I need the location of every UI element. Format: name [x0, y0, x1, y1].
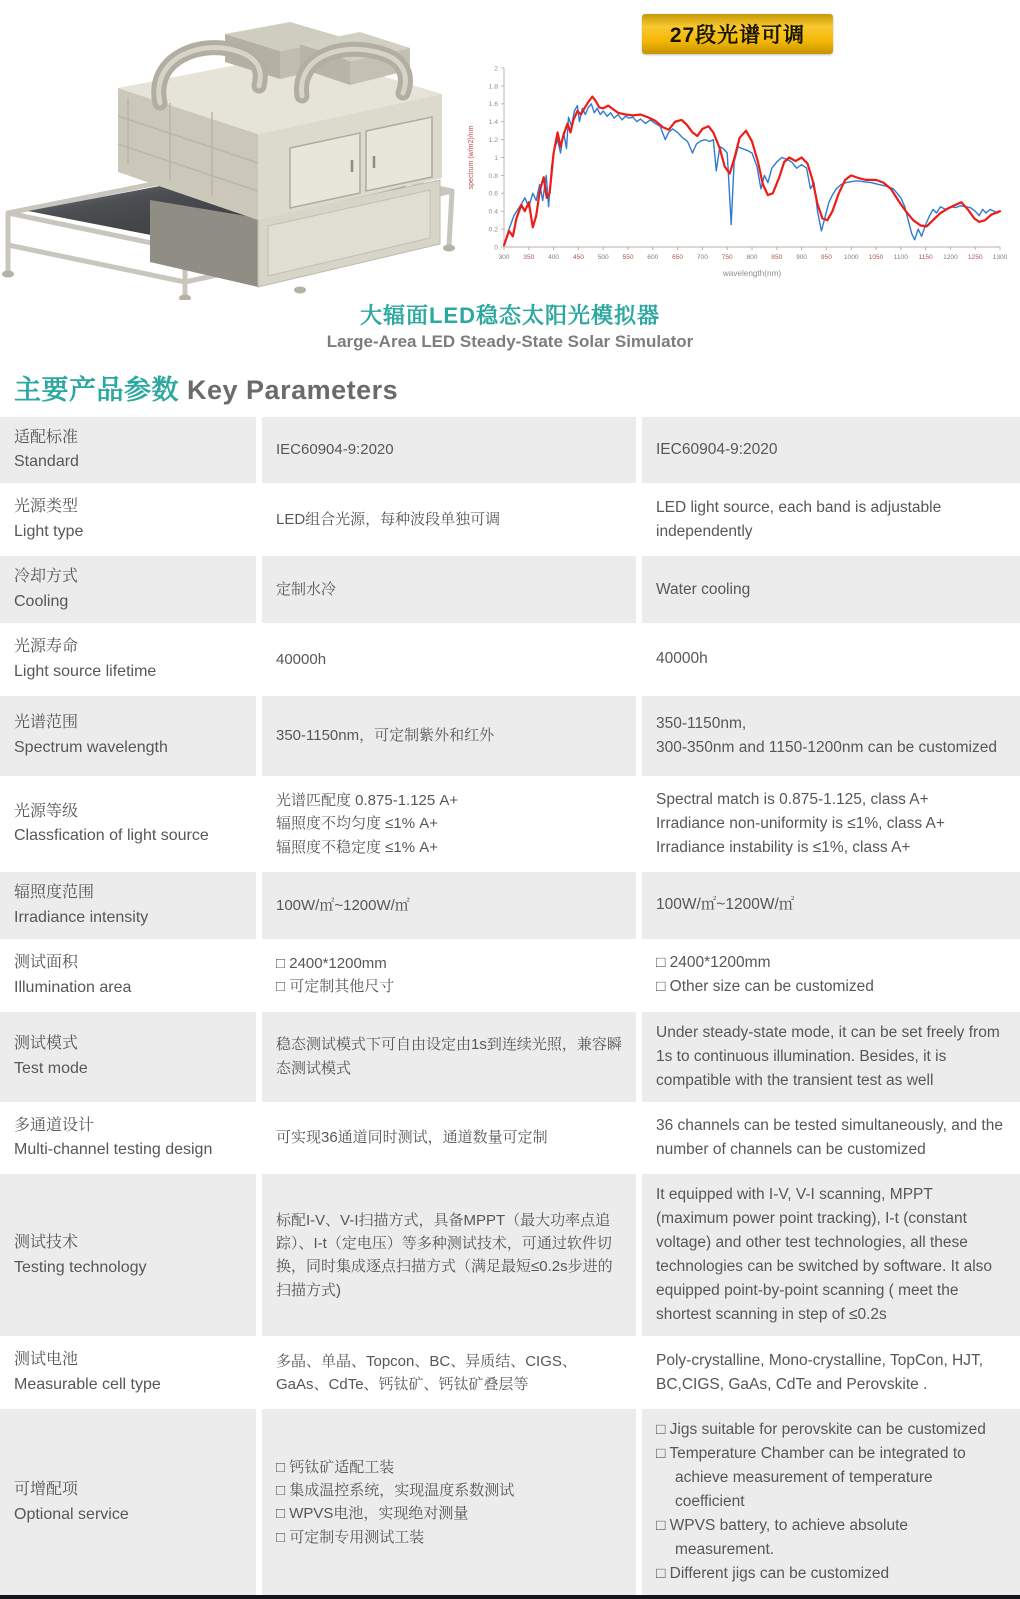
svg-text:0: 0 [493, 244, 498, 252]
spec-label-zh: 光源寿命 [14, 638, 79, 656]
spec-label-en: Classfication of light source [14, 827, 209, 845]
spec-label-en: Optional service [14, 1505, 129, 1523]
spec-value-cn [262, 942, 636, 1009]
spec-label [0, 779, 256, 869]
svg-text:450: 450 [572, 254, 584, 261]
spec-value-en-text: 350-1150nm, 300-350nm and 1150-1200nm can be customized [656, 714, 997, 756]
spec-value-en-text: Under steady-state mode, it can be set freely from 1s to continuous illumination. Besides, it is compatible with the transient test as well [656, 1023, 1000, 1089]
spec-label [0, 486, 256, 553]
spec-value-cn [262, 417, 636, 484]
spec-value-en [642, 1012, 1020, 1102]
spec-value-cn-text: □ 2400*1200mm □ 可定制其他尺寸 [276, 954, 395, 996]
spec-label-zh: 适配标准 [14, 428, 79, 446]
spec-label-zh: 测试电池 [14, 1351, 79, 1369]
svg-text:1000: 1000 [843, 254, 859, 261]
section-header [14, 368, 1020, 407]
spec-label [0, 626, 256, 693]
svg-text:1.4: 1.4 [488, 119, 498, 127]
section-title-zh: 主要产品参数 [14, 374, 179, 405]
spec-label-en: Light source lifetime [14, 662, 157, 680]
spec-label [0, 1409, 256, 1595]
spec-value-cn-text: 350-1150nm，可定制紫外和红外 [276, 727, 495, 745]
spec-value-en [642, 872, 1020, 939]
spec-value-en-text: LED light source, each band is adjustable independently [656, 498, 942, 540]
product-title-block [0, 302, 1020, 353]
spec-label-en: Measurable cell type [14, 1376, 161, 1394]
svg-text:1.2: 1.2 [488, 137, 498, 144]
spec-label-en: Illumination area [14, 978, 132, 996]
spec-label-en: Standard [14, 453, 79, 471]
spec-label-en: Light type [14, 523, 84, 541]
spec-row-illumination-area [0, 942, 1020, 1009]
machine-render-image [0, 0, 455, 300]
spec-value-cn-text: 多晶、单晶、Topcon、BC、异质结、CIGS、GaAs、CdTe、钙钛矿、钙钛矿叠层等 [276, 1352, 577, 1393]
svg-text:0.2: 0.2 [488, 226, 498, 234]
spec-label-zh: 光谱范围 [14, 714, 79, 732]
svg-text:0.8: 0.8 [488, 172, 498, 180]
spec-value-cn-text: □ 钙钛矿适配工装 □ 集成温控系统，实现温度系数测试 □ WPVS电池，实现绝对测量 □ 可定制专用测试工装 [276, 1458, 515, 1546]
spec-label-en: Testing technology [14, 1258, 147, 1276]
spec-label [0, 1105, 256, 1172]
spec-label-zh: 光源等级 [14, 802, 79, 820]
spec-value-cn [262, 626, 636, 693]
spec-value-cn-text: 标配I-V、V-I扫描方式，具备MPPT（最大功率点追踪）、I-t（定电压）等多种测试技术，可通过软件切换，同时集成逐点扫描方式（满足最短≤0.2s步进的扫描方式) [276, 1211, 613, 1299]
spectrum-chart [462, 58, 1014, 283]
spec-value-en-text: 100W/㎡~1200W/㎡ [656, 896, 795, 914]
spec-row-light-type [0, 486, 1020, 553]
spec-value-en [642, 417, 1020, 484]
spec-label-zh: 测试模式 [14, 1035, 79, 1053]
spec-value-en [642, 626, 1020, 693]
spec-value-cn [262, 486, 636, 553]
spec-value-en-text: 36 channels can be tested simultaneously, and the number of channels can be customized [656, 1116, 1003, 1158]
spec-value-cn [262, 1339, 636, 1406]
spec-value-cn-text: 可实现36通道同时测试，通道数量可定制 [276, 1129, 548, 1147]
hero-section [0, 0, 1020, 300]
spec-label-zh: 冷却方式 [14, 568, 79, 586]
svg-text:650: 650 [671, 254, 683, 261]
svg-text:2: 2 [493, 65, 498, 73]
svg-text:1: 1 [493, 154, 498, 162]
spec-label-en: Irradiance intensity [14, 908, 149, 926]
spec-label [0, 417, 256, 484]
spec-label [0, 1339, 256, 1406]
section-title-en: Key Parameters [187, 374, 399, 405]
spectrum-badge: 27段光谱可调 [642, 14, 833, 54]
spec-value-cn-text: IEC60904-9:2020 [276, 441, 394, 459]
spec-value-en-text: Poly-crystalline, Mono-crystalline, TopCon, HJT, BC,CIGS, GaAs, CdTe and Perovskite . [656, 1351, 984, 1393]
spec-value-en-text: □ Jigs suitable for perovskite can be customized □ Temperature Chamber can be integrated to achieve measurement of temperature coefficient □ WPVS battery, to achieve absolute measurement. □ Different jigs can be customized [656, 1421, 986, 1583]
svg-text:850: 850 [770, 254, 782, 261]
svg-text:1050: 1050 [868, 254, 883, 261]
spec-label [0, 1174, 256, 1336]
spec-row-test-mode [0, 1012, 1020, 1102]
spec-row-cooling [0, 556, 1020, 623]
spec-label [0, 872, 256, 939]
spec-label-zh: 测试面积 [14, 953, 79, 971]
product-title-zh: 大辐面LED稳态太阳光模拟器 [359, 303, 660, 328]
spec-value-en [642, 1105, 1020, 1172]
spec-label-en: Multi-channel testing design [14, 1141, 213, 1159]
svg-text:1300: 1300 [992, 254, 1007, 261]
spec-label-zh: 多通道设计 [14, 1116, 95, 1134]
spec-value-en [642, 556, 1020, 623]
machine-illustration [0, 0, 455, 300]
spec-value-en [642, 486, 1020, 553]
spec-label-zh: 可增配项 [14, 1480, 79, 1498]
svg-text:1200: 1200 [942, 254, 958, 261]
spec-value-cn-text: 定制水冷 [276, 581, 337, 599]
svg-text:300: 300 [497, 254, 510, 261]
spec-value-cn-text: 40000h [276, 650, 327, 668]
spec-value-cn-text: LED组合光源，每种波段单独可调 [276, 511, 501, 529]
svg-text:600: 600 [646, 254, 658, 261]
svg-text:900: 900 [795, 254, 807, 261]
spec-value-en-text: 40000h [656, 650, 708, 668]
spec-label-en: Cooling [14, 593, 69, 611]
spec-value-cn [262, 696, 636, 776]
spec-label [0, 942, 256, 1009]
spec-row-optional-service [0, 1409, 1020, 1595]
spec-row-irradiance-intensity [0, 872, 1020, 939]
svg-text:0.4: 0.4 [488, 208, 498, 216]
spec-value-cn-text: 稳态测试模式下可自由设定由1s到连续光照，兼容瞬态测试模式 [276, 1036, 622, 1077]
spec-value-cn [262, 1012, 636, 1102]
svg-text:350: 350 [522, 254, 534, 261]
svg-text:750: 750 [721, 254, 733, 261]
spec-value-cn-text: 光谱匹配度 0.875-1.125 A+ 辐照度不均匀度 ≤1% A+ 辐照度不稳定度 ≤1% A+ [276, 792, 459, 856]
svg-text:1100: 1100 [893, 254, 908, 261]
spec-label-zh: 光源类型 [14, 498, 79, 516]
spec-value-cn-text: 100W/㎡~1200W/㎡ [276, 896, 410, 914]
spectrum-chart-svg [462, 58, 1014, 283]
spec-row-classification-of-light-source [0, 779, 1020, 869]
spec-value-en [642, 1339, 1020, 1406]
svg-text:1.8: 1.8 [488, 83, 498, 91]
spec-label-en: Spectrum wavelength [14, 739, 168, 757]
spec-row-measurable-cell-type [0, 1339, 1020, 1406]
spec-row-spectrum-wavelength [0, 696, 1020, 776]
spec-value-en-text: IEC60904-9:2020 [656, 441, 778, 459]
spec-row-light-source-lifetime [0, 626, 1020, 693]
spec-label [0, 556, 256, 623]
svg-text:1250: 1250 [967, 254, 983, 261]
spec-row-standard [0, 417, 1020, 484]
spec-value-cn [262, 872, 636, 939]
spec-row-testing-technology [0, 1174, 1020, 1336]
svg-text:950: 950 [820, 254, 832, 261]
spec-value-en [642, 942, 1020, 1009]
spec-row-multi-channel-testing-design [0, 1105, 1020, 1172]
key-parameters-table [0, 417, 1020, 1599]
spec-label [0, 696, 256, 776]
spec-value-cn [262, 1409, 636, 1595]
spec-value-cn [262, 556, 636, 623]
spec-label-zh: 测试技术 [14, 1234, 79, 1251]
spec-label [0, 1012, 256, 1102]
svg-text:400: 400 [547, 254, 559, 261]
spec-value-cn [262, 1174, 636, 1336]
spec-value-en-text: It equipped with I-V, V-I scanning, MPPT (maximum power point tracking), I-t (constant voltage) and other test technologies, all these technologies can be switched by software. It also equipped point-by-point scanning ( meet the shortest scanning in step of ≤0.2s [656, 1186, 993, 1324]
svg-text:700: 700 [696, 254, 708, 261]
spec-label-zh: 辐照度范围 [14, 883, 95, 901]
svg-text:0.6: 0.6 [488, 190, 498, 198]
svg-text:800: 800 [745, 254, 758, 261]
svg-text:1150: 1150 [918, 254, 933, 261]
spec-value-en [642, 1174, 1020, 1336]
product-title-en: Large-Area LED Steady-State Solar Simulator [326, 331, 694, 351]
spec-value-en-text: Water cooling [656, 580, 751, 598]
spec-value-en [642, 779, 1020, 869]
spec-label-en: Test mode [14, 1059, 88, 1077]
spec-value-en-text: □ 2400*1200mm □ Other size can be customized [656, 954, 874, 996]
spectrum-panel [455, 0, 1020, 300]
spec-value-en [642, 696, 1020, 776]
svg-text:550: 550 [621, 254, 634, 261]
spec-value-cn [262, 779, 636, 869]
spec-value-cn [262, 1105, 636, 1172]
svg-text:1.6: 1.6 [488, 101, 498, 109]
spec-value-en-text: Spectral match is 0.875-1.125, class A+ Irradiance non-uniformity is ≤1%, class A+ Irradiance instability is ≤1%, class A+ [656, 790, 945, 856]
svg-text:spectrum (w/m2)/nm: spectrum (w/m2)/nm [467, 125, 475, 190]
svg-text:wavelength(nm): wavelength(nm) [722, 269, 781, 278]
spec-value-en [642, 1409, 1020, 1595]
svg-text:500: 500 [597, 254, 609, 261]
